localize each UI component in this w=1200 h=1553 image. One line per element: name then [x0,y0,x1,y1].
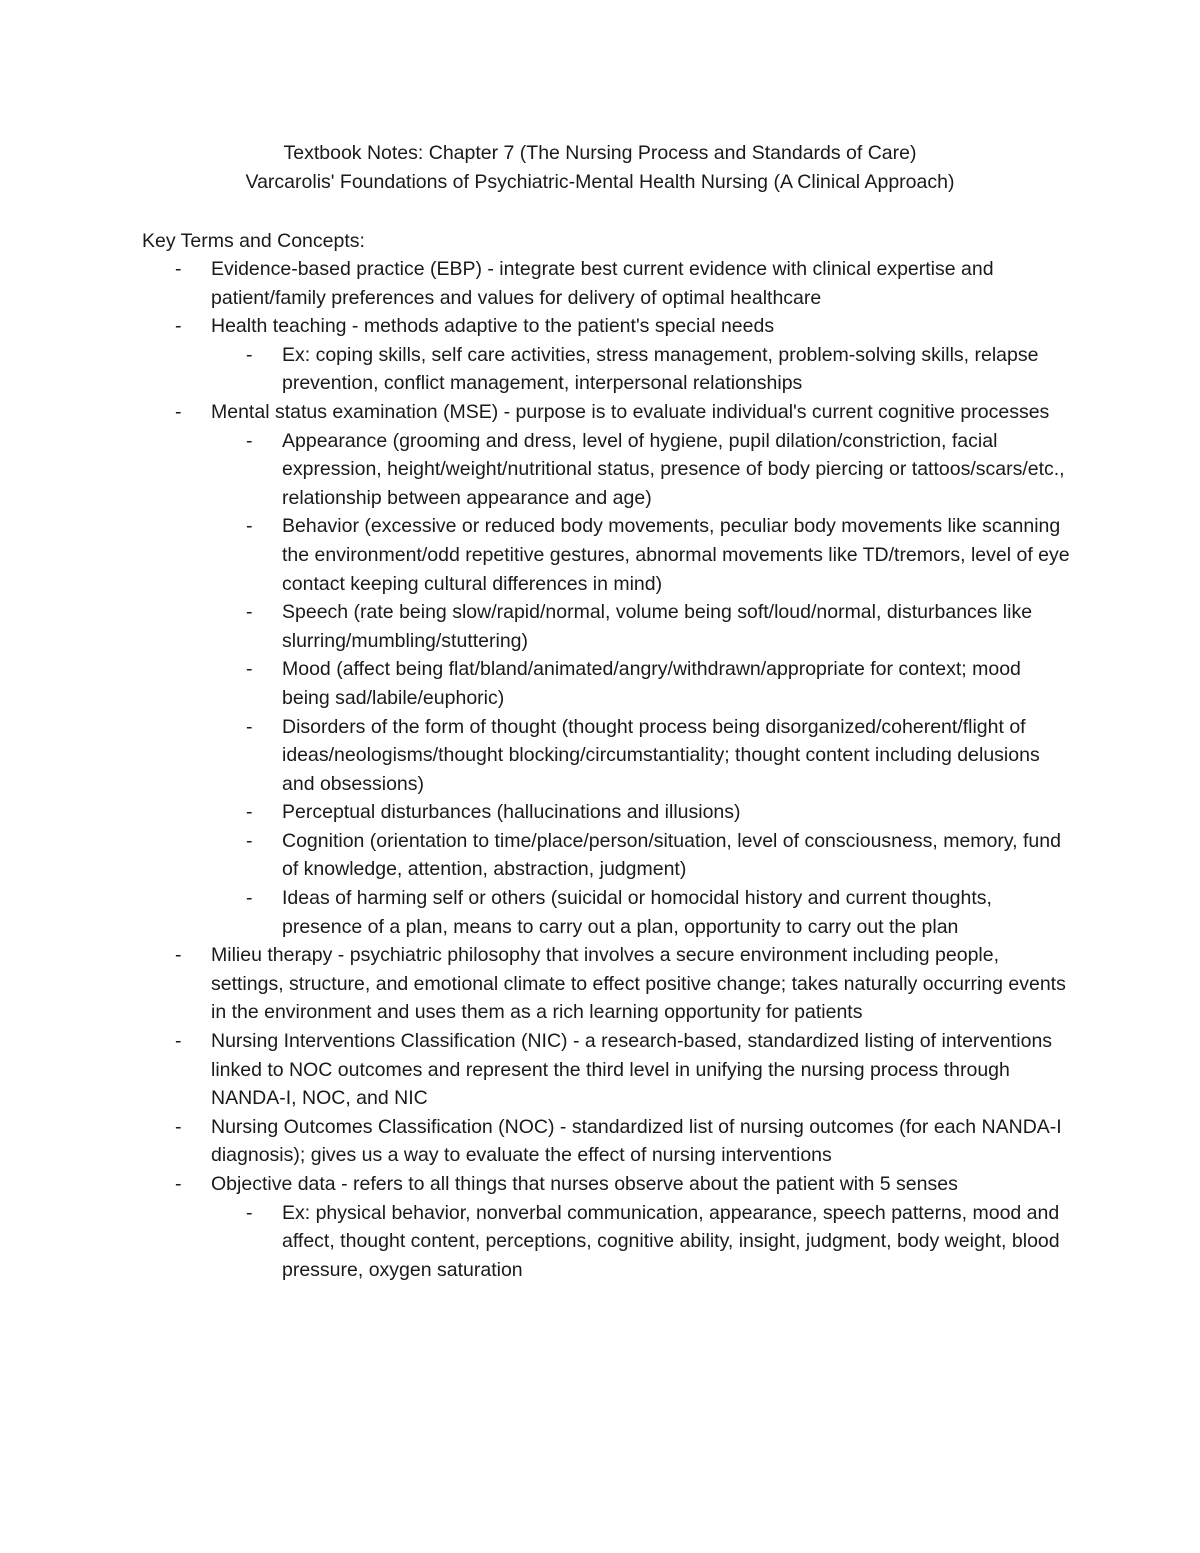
key-term-item [0,1027,1071,1113]
key-term-text: Milieu therapy - psychiatric philosophy that involves a secure environment including people, settings, structure, and emotional climate to effect positive change; takes naturally occurring events in the environment and uses them as a rich learning opportunity for patients [211,944,1066,1024]
key-terms-list [0,255,1200,1284]
key-term-subitem: - Ideas of harming self or others (suicidal or homocidal history and current thoughts, presence of a plan, means to carry out a plan, opportunity to carry out the plan [211,884,1072,941]
key-term-item [0,941,1071,1027]
document-header [0,139,1200,197]
key-term-subitem: - Perceptual disturbances (hallucinations and illusions) [211,798,1072,827]
key-term-subitem: - Disorders of the form of thought (thought process being disorganized/coherent/flight of ideas/neologisms/thought blocking/circumstantiality; thought content including delusions and obsessions) [211,713,1072,799]
key-term-item [0,255,1071,312]
key-term-text: Nursing Outcomes Classification (NOC) - standardized list of nursing outcomes (for each NANDA-I diagnosis); gives us a way to evaluate the effect of nursing interventions [211,1115,1062,1167]
key-term-subitem: - Cognition (orientation to time/place/person/situation, level of consciousness, memory, fund of knowledge, attention, abstraction, judgment) [211,827,1072,884]
key-term-item [0,1170,1071,1284]
key-term-subitem: - Ex: coping skills, self care activities, stress management, problem-solving skills, relapse prevention, conflict management, interpersonal relationships [211,341,1072,398]
key-term-subitems [211,1199,1071,1285]
key-term-subitem: - Behavior (excessive or reduced body movements, peculiar body movements like scanning the environment/odd repetitive gestures, abnormal movements like TD/tremors, level of eye contact keeping cultural differences in mind) [211,512,1072,598]
key-term-text: Objective data - refers to all things that nurses observe about the patient with 5 senses [211,1173,958,1195]
key-term-item [0,312,1071,398]
section-heading: Key Terms and Concepts: [142,230,365,252]
key-term-subitems [211,341,1071,398]
key-term-subitem: - Mood (affect being flat/bland/animated/angry/withdrawn/appropriate for context; mood being sad/labile/euphoric) [211,655,1072,712]
key-term-text: Nursing Interventions Classification (NIC) - a research-based, standardized listing of interventions linked to NOC outcomes and represent the third level in unifying the nursing process through NANDA-I, NOC, and NIC [211,1030,1053,1110]
key-term-item [0,1113,1071,1170]
key-term-item [0,398,1071,941]
key-term-text: Evidence-based practice (EBP) - integrate best current evidence with clinical expertise and patient/family preferences and values for delivery of optimal healthcare [211,258,994,309]
document-title: Textbook Notes: Chapter 7 (The Nursing Process and Standards of Care) [283,142,917,164]
key-term-subitem: - Speech (rate being slow/rapid/normal, volume being soft/loud/normal, disturbances like slurring/mumbling/stuttering) [211,598,1072,655]
key-term-text: Health teaching - methods adaptive to the patient's special needs [211,315,775,338]
key-term-subitems [211,427,1071,942]
key-term-subitem: - Appearance (grooming and dress, level of hygiene, pupil dilation/constriction, facial expression, height/weight/nutritional status, presence of body piercing or tattoos/scars/etc., relationship between appearance and age) [211,427,1072,513]
key-term-subitem: - Ex: physical behavior, nonverbal communication, appearance, speech patterns, mood and affect, thought content, perceptions, cognitive ability, insight, judgment, body weight, blood pressure, oxygen saturation [211,1199,1072,1285]
document-subtitle: Varcarolis' Foundations of Psychiatric-Mental Health Nursing (A Clinical Approach) [245,171,955,193]
key-term-text: Mental status examination (MSE) - purpose is to evaluate individual's current cognitive processes [211,400,1050,423]
